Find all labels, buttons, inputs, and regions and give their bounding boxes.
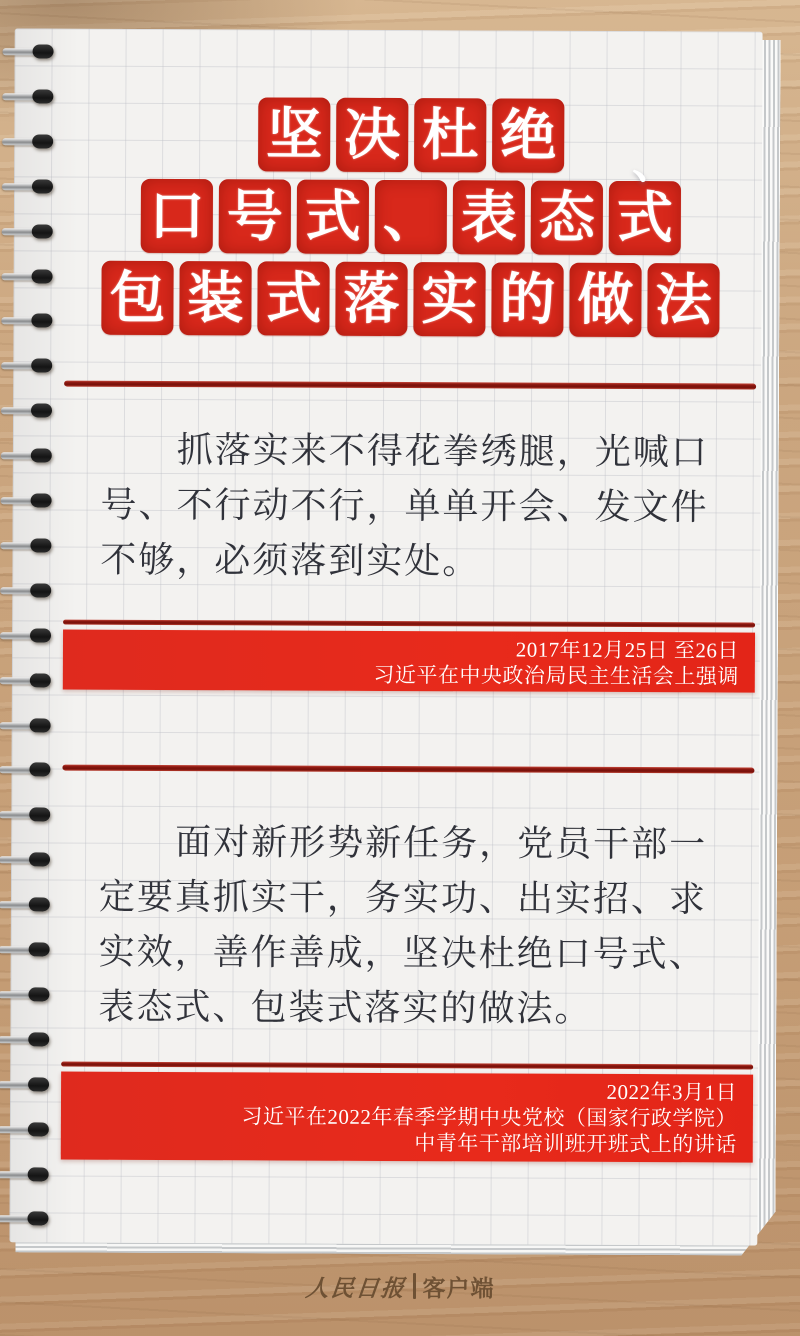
source-line: 2022年3月1日: [606, 1079, 738, 1105]
headline-stamp-block: 法: [647, 263, 719, 337]
headline-row: [141, 179, 681, 255]
spiral-ring: [0, 628, 52, 642]
spiral-ring: [2, 224, 54, 238]
headline-stamp-block: 做: [569, 263, 641, 337]
source-bar-2: [61, 1072, 753, 1163]
spiral-ring-cap: [31, 493, 52, 507]
spiral-ring: [1, 359, 53, 373]
publisher-brand: [0, 1266, 800, 1306]
divider-rule: [62, 765, 754, 774]
spiral-ring: [0, 1032, 50, 1046]
spiral-ring: [0, 583, 52, 597]
spiral-ring-cap: [32, 134, 53, 148]
spiral-ring: [0, 808, 51, 822]
headline-row: [101, 261, 719, 338]
spiral-ring-cap: [27, 1212, 48, 1226]
spiral-ring: [0, 852, 51, 866]
headline-stamp-block: 落: [335, 262, 407, 336]
spiral-ring-cap: [30, 538, 51, 552]
brand-calligraphy-logo: 人民日报: [303, 1274, 407, 1302]
spiral-ring: [2, 179, 54, 193]
spiral-ring: [1, 314, 53, 328]
headline-stamp-block: 口: [141, 179, 213, 253]
headline-stamp-block: 态: [531, 181, 603, 255]
spiral-ring: [0, 1167, 50, 1181]
spiral-ring-cap: [29, 763, 50, 777]
spiral-ring: [0, 942, 51, 956]
spiral-ring-cap: [29, 853, 50, 867]
source-bar-1: [63, 630, 755, 693]
spiral-ring-cap: [33, 44, 54, 58]
spiral-ring: [0, 1122, 50, 1136]
spiral-ring-cap: [32, 269, 53, 283]
spiral-ring: [2, 134, 54, 148]
headline-stamp-block: 绝: [492, 98, 564, 172]
spiral-ring-cap: [29, 808, 50, 822]
spiral-ring-cap: [28, 1167, 49, 1181]
spiral-ring: [1, 493, 53, 507]
quote-text-1: 抓落实来不得花拳绣腿，光喊口号、不行动不行，单单开会、发文件不够，必须落到实处。: [100, 430, 709, 582]
spiral-ring-cap: [28, 1077, 49, 1091]
source-line: 习近平在2022年春季学期中央党校（国家行政学院）: [241, 1104, 737, 1131]
source-line: 2017年12月25日 至26日: [515, 637, 740, 663]
spiral-ring: [0, 538, 52, 552]
source-line: 中青年干部培训班开班式上的讲话: [414, 1131, 737, 1157]
faint-comma-mark: 、: [631, 138, 677, 190]
spiral-ring: [2, 89, 54, 103]
headline-stamp-block: 号: [219, 179, 291, 253]
spiral-ring: [1, 403, 53, 417]
spiral-ring-cap: [30, 718, 51, 732]
spiral-ring: [0, 763, 51, 777]
spiral-ring: [0, 1077, 50, 1091]
headline-stamp-block: 装: [179, 261, 251, 335]
headline-stamp-block: 式: [297, 180, 369, 254]
spiral-ring: [3, 44, 55, 58]
divider-rule-above-bar-2: [61, 1062, 753, 1070]
spiral-ring-cap: [30, 673, 51, 687]
spiral-ring-cap: [32, 89, 53, 103]
notebook: [9, 28, 780, 1255]
spiral-ring-cap: [31, 449, 52, 463]
headline-stamp-block: 表: [453, 180, 525, 254]
spiral-ring-cap: [32, 179, 53, 193]
source-line: 习近平在中央政治局民主生活会上强调: [373, 662, 739, 689]
notebook-page: [9, 28, 762, 1245]
spiral-ring-cap: [30, 583, 51, 597]
spiral-ring-cap: [30, 628, 51, 642]
brand-separator-bar: [413, 1273, 416, 1299]
headline-stamp-block: 决: [336, 98, 408, 172]
spiral-ring-cap: [31, 314, 52, 328]
headline-stamp-block: 式: [257, 261, 329, 335]
quote-text-2: 面对新形势新任务，党员干部一定要真抓实干，务实功、出实招、求实效，善作善成，坚决杜绝口号式、表态式、包装式落实的做法。: [98, 822, 708, 1029]
spiral-ring: [0, 673, 52, 687]
spiral-ring-cap: [28, 1032, 49, 1046]
headline-stamp-block: 实: [413, 262, 485, 336]
spiral-ring-cap: [28, 987, 49, 1001]
spiral-ring-cap: [32, 224, 53, 238]
spiral-ring: [0, 1212, 50, 1226]
spiral-ring: [0, 897, 51, 911]
divider-rule: [64, 381, 756, 390]
spiral-ring-cap: [29, 897, 50, 911]
spiral-ring-cap: [31, 404, 52, 418]
headline-stamp-block: 的: [491, 262, 563, 336]
headline-stamp-block: 式: [609, 181, 681, 255]
headline-stamp-block: 杜: [414, 98, 486, 172]
spiral-ring: [2, 269, 54, 283]
divider-rule-above-bar-1: [63, 620, 755, 628]
brand-suffix-label: 客户端: [422, 1275, 495, 1302]
spiral-ring-cap: [31, 359, 52, 373]
spiral-ring: [1, 448, 53, 462]
headline-stamp-block: 包: [101, 261, 173, 335]
spiral-ring-cap: [29, 942, 50, 956]
headline-row: [258, 97, 564, 172]
spiral-ring-cap: [28, 1122, 49, 1136]
spiral-ring: [0, 987, 50, 1001]
headline-stamp-block: 坚: [258, 97, 330, 171]
spiral-ring: [0, 718, 52, 732]
headline-stamp-block: 、: [375, 180, 447, 254]
